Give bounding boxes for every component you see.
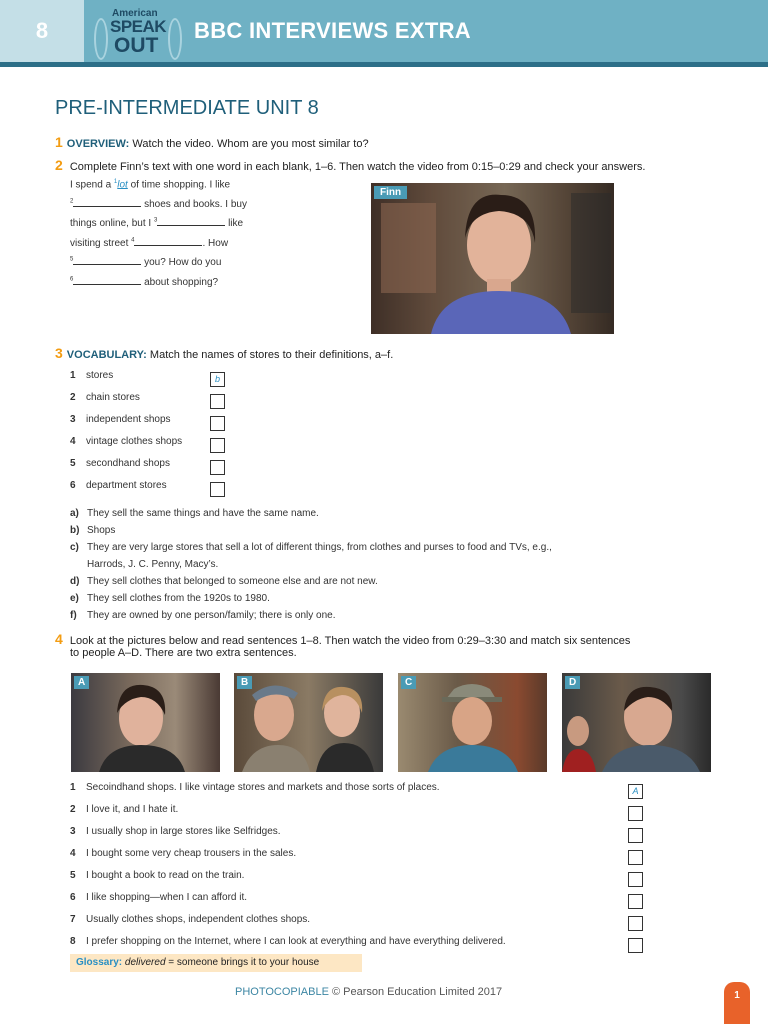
logo-arc-left xyxy=(94,18,108,60)
gap-text: about shopping? xyxy=(141,277,219,288)
answer-box[interactable] xyxy=(628,806,643,821)
item-number: 6 xyxy=(70,892,76,903)
item-text: I usually shop in large stores like Selfridges. xyxy=(86,826,281,837)
question-keyword: VOCABULARY: xyxy=(66,349,147,361)
item-text: I bought some very cheap trousers in the sales. xyxy=(86,848,297,859)
gap-text: I spend a xyxy=(70,179,114,191)
photo-label: A xyxy=(74,676,89,689)
definition-item xyxy=(70,559,218,570)
definition-letter: b) xyxy=(70,525,80,536)
gap-number: 5 xyxy=(70,256,74,263)
gap-text: things online, but I xyxy=(70,218,154,229)
header-divider xyxy=(0,62,768,67)
logo-text-american: American xyxy=(112,8,158,19)
vocab-item xyxy=(70,392,140,403)
question-4-line-2: to people A–D. There are two extra sentences. xyxy=(70,647,297,659)
copyright-text: © Pearson Education Limited 2017 xyxy=(328,986,503,998)
definition-text: They are very large stores that sell a lot of different things, from clothes and purses to food and TVs, e.g., xyxy=(87,542,552,553)
definition-text: Harrods, J. C. Penny, Macy’s. xyxy=(87,559,219,570)
question-number: 3 xyxy=(55,345,63,361)
answer-box[interactable] xyxy=(210,482,225,497)
definition-letter: a) xyxy=(70,508,79,519)
gap-number: 6 xyxy=(70,276,74,283)
sentence-item xyxy=(70,936,506,947)
item-number: 8 xyxy=(70,936,76,947)
item-text: I prefer shopping on the Internet, where I can look at everything and have everything delivered. xyxy=(86,936,506,947)
gap-answer[interactable]: lot xyxy=(117,179,128,191)
person-c-illustration xyxy=(398,673,547,772)
page-header xyxy=(0,0,768,62)
definition-item xyxy=(70,576,378,587)
speakout-logo xyxy=(92,4,184,60)
item-text: department stores xyxy=(86,480,167,491)
page-title: PRE-INTERMEDIATE UNIT 8 xyxy=(55,97,319,119)
gap-line-1 xyxy=(70,179,230,190)
answer-box[interactable] xyxy=(628,850,643,865)
page-number-tab: 1 xyxy=(724,982,750,1024)
gap-text: . How xyxy=(202,238,229,249)
person-b-illustration xyxy=(234,673,383,772)
header-title: BBC INTERVIEWS EXTRA xyxy=(194,18,471,43)
answer-box[interactable] xyxy=(628,872,643,887)
photo-label: B xyxy=(237,676,252,689)
definition-text: They are owned by one person/family; there is only one. xyxy=(87,610,336,621)
item-text: independent shops xyxy=(86,414,171,425)
vocab-item xyxy=(70,414,171,425)
item-number: 4 xyxy=(70,436,76,447)
gap-blank[interactable] xyxy=(73,256,141,265)
person-d-illustration xyxy=(562,673,711,772)
question-keyword: OVERVIEW: xyxy=(66,138,130,150)
question-text: Complete Finn’s text with one word in each blank, 1–6. Then watch the video from 0:15–0:29 and check your answers. xyxy=(69,161,646,173)
person-d-photo xyxy=(562,673,711,772)
question-number: 4 xyxy=(55,631,63,647)
gap-text: you? How do you xyxy=(141,257,222,268)
item-number: 5 xyxy=(70,458,76,469)
vocab-item xyxy=(70,458,170,469)
question-2 xyxy=(55,157,645,173)
definition-letter: d) xyxy=(70,576,80,587)
answer-box[interactable] xyxy=(628,894,643,909)
person-c-photo xyxy=(398,673,547,772)
answer-box[interactable]: A xyxy=(628,784,643,799)
definition-text: They sell clothes that belonged to someone else and are not new. xyxy=(87,576,378,587)
item-text: I like shopping—when I can afford it. xyxy=(86,892,248,903)
gap-line-6 xyxy=(70,276,218,288)
question-4 xyxy=(55,631,630,647)
gap-text: like xyxy=(225,218,244,229)
definition-text: They sell clothes from the 1920s to 1980. xyxy=(87,593,270,604)
item-text: I love it, and I hate it. xyxy=(86,804,179,815)
definition-letter: f) xyxy=(70,610,77,621)
question-1 xyxy=(55,134,369,150)
gap-line-2 xyxy=(70,198,247,210)
vocab-item xyxy=(70,436,182,447)
gap-number: 2 xyxy=(70,198,74,205)
sentence-item xyxy=(70,848,296,859)
person-a-illustration xyxy=(71,673,220,772)
item-number: 3 xyxy=(70,826,76,837)
answer-box[interactable]: b xyxy=(210,372,225,387)
item-number: 7 xyxy=(70,914,76,925)
unit-number-badge: 8 xyxy=(0,0,84,62)
question-number: 1 xyxy=(55,134,63,150)
item-number: 6 xyxy=(70,480,76,491)
definition-text: Shops xyxy=(87,525,116,536)
answer-box[interactable] xyxy=(628,828,643,843)
sentence-item xyxy=(70,870,244,881)
logo-text-speak: SPEAK xyxy=(110,17,167,36)
gap-number: 1 xyxy=(113,179,118,185)
page-footer xyxy=(235,986,502,998)
person-a-photo xyxy=(71,673,220,772)
definition-text: They sell the same things and have the same name. xyxy=(87,508,319,519)
item-number: 4 xyxy=(70,848,76,859)
item-number: 2 xyxy=(70,392,76,403)
item-text: vintage clothes shops xyxy=(86,436,183,447)
definition-item xyxy=(70,508,319,519)
gap-text: visiting street xyxy=(70,238,132,249)
photo-label: D xyxy=(565,676,580,689)
item-text: secondhand shops xyxy=(86,458,170,469)
gap-blank[interactable] xyxy=(73,198,141,207)
question-3 xyxy=(55,345,393,361)
logo-arc-right xyxy=(168,18,182,60)
vocab-item xyxy=(70,370,113,381)
gap-blank[interactable] xyxy=(134,237,202,246)
question-number: 2 xyxy=(55,157,63,173)
question-text: Look at the pictures below and read sentences 1–8. Then watch the video from 0:29–3:30 and match six sentences xyxy=(69,635,631,647)
item-number: 1 xyxy=(70,370,76,381)
photo-label: C xyxy=(401,676,416,689)
finn-photo xyxy=(371,183,614,334)
sentence-item xyxy=(70,804,178,815)
gap-blank[interactable] xyxy=(157,217,225,226)
answer-box[interactable] xyxy=(210,460,225,475)
definition-item xyxy=(70,542,552,553)
sentence-item xyxy=(70,782,440,793)
item-number: 3 xyxy=(70,414,76,425)
photocopiable-label: PHOTOCOPIABLE xyxy=(235,986,329,998)
sentence-item xyxy=(70,914,310,925)
sentence-item xyxy=(70,892,247,903)
glossary-label: Glossary: xyxy=(76,957,123,968)
item-number: 2 xyxy=(70,804,76,815)
definition-letter: c) xyxy=(70,542,79,553)
question-text: Match the names of stores to their definitions, a–f. xyxy=(149,349,394,361)
gap-line-4 xyxy=(70,237,228,249)
definition-letter: e) xyxy=(70,593,79,604)
gap-text: shoes and books. I buy xyxy=(141,199,247,210)
item-text: Secoindhand shops. I like vintage stores and markets and those sorts of places. xyxy=(86,782,440,793)
gap-text: of time shopping. I like xyxy=(127,179,231,191)
gap-number: 3 xyxy=(153,217,158,224)
glossary-term: delivered xyxy=(124,957,166,968)
answer-box[interactable] xyxy=(628,938,643,953)
glossary-definition: = someone brings it to your house xyxy=(165,957,320,968)
logo-text-out: OUT xyxy=(114,34,159,57)
item-text: Usually clothes shops, independent clothes shops. xyxy=(86,914,311,925)
glossary-box xyxy=(70,954,362,972)
answer-box[interactable] xyxy=(210,416,225,431)
gap-line-5 xyxy=(70,256,221,268)
item-number: 5 xyxy=(70,870,76,881)
definition-item xyxy=(70,610,335,621)
gap-number: 4 xyxy=(131,237,135,244)
vocab-item xyxy=(70,480,167,491)
answer-box[interactable] xyxy=(210,394,225,409)
photo-label: Finn xyxy=(374,186,407,199)
definition-item xyxy=(70,593,270,604)
item-text: stores xyxy=(86,370,114,381)
item-number: 1 xyxy=(70,782,76,793)
gap-blank[interactable] xyxy=(73,276,141,285)
definition-item xyxy=(70,525,115,536)
question-text: Watch the video. Whom are you most similar to? xyxy=(132,138,369,150)
sentence-item xyxy=(70,826,281,837)
item-text: chain stores xyxy=(86,392,140,403)
answer-box[interactable] xyxy=(210,438,225,453)
person-b-photo xyxy=(234,673,383,772)
gap-line-3 xyxy=(70,217,243,229)
answer-box[interactable] xyxy=(628,916,643,931)
item-text: I bought a book to read on the train. xyxy=(86,870,245,881)
finn-illustration xyxy=(371,183,614,334)
